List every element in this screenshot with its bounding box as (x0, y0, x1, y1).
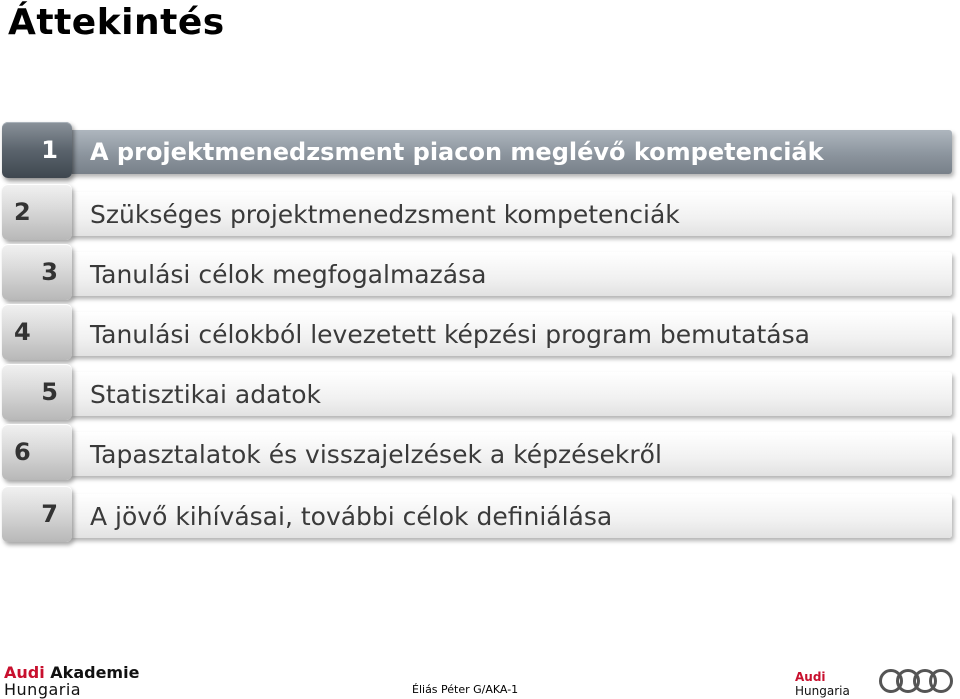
agenda-item-number: 2 (14, 198, 31, 226)
agenda-item-number: 4 (14, 318, 31, 346)
brand-audi: Audi (4, 663, 45, 682)
page-title: Áttekintés (8, 2, 225, 43)
audi-akademie-logo (4, 664, 139, 698)
audi-rings-icon (878, 668, 954, 694)
agenda-bar (70, 372, 952, 416)
agenda-item-5[interactable] (0, 362, 960, 422)
agenda-item-number: 5 (41, 378, 58, 406)
agenda-number-tab (2, 424, 72, 480)
right-brand-hungaria: Hungaria (795, 684, 850, 698)
agenda-item-number: 7 (41, 500, 58, 528)
agenda-bar (70, 130, 952, 174)
agenda-number-tab (2, 304, 72, 360)
agenda-item-label: Szükséges projektmenedzsment kompetenciák (90, 199, 680, 229)
agenda-bar (70, 192, 952, 236)
agenda-number-tab (2, 122, 72, 178)
agenda-bar (70, 432, 952, 476)
agenda-item-number: 3 (41, 258, 58, 286)
agenda-item-2[interactable] (0, 182, 960, 242)
agenda-number-tab (2, 244, 72, 300)
agenda-item-6[interactable] (0, 422, 960, 482)
brand-hungaria: Hungaria (4, 680, 82, 699)
agenda-item-label: A jövő kihívásai, további célok definiálása (90, 501, 613, 531)
audi-hungaria-logo (795, 670, 850, 698)
agenda-item-4[interactable] (0, 302, 960, 362)
agenda-bar (70, 312, 952, 356)
agenda-item-label: Tapasztalatok és visszajelzések a képzésekről (90, 439, 662, 469)
agenda-item-label: Tanulási célokból levezetett képzési program bemutatása (90, 319, 810, 349)
agenda-number-tab (2, 184, 72, 240)
agenda-bar (70, 494, 952, 538)
agenda-item-3[interactable] (0, 242, 960, 302)
agenda-item-1[interactable] (0, 120, 960, 180)
brand-akademie: Akademie (50, 663, 140, 682)
agenda-bar (70, 252, 952, 296)
agenda-item-7[interactable] (0, 484, 960, 544)
agenda-item-label: Statisztikai adatok (90, 379, 321, 409)
right-brand-audi: Audi (795, 670, 826, 684)
agenda-item-label: Tanulási célok megfogalmazása (90, 259, 487, 289)
agenda-item-number: 1 (41, 136, 58, 164)
footer-author: Éliás Péter G/AKA-1 (412, 683, 519, 696)
agenda-number-tab (2, 486, 72, 542)
agenda-item-number: 6 (14, 438, 31, 466)
agenda-item-label: A projektmenedzsment piacon meglévő kompetenciák (90, 138, 824, 166)
agenda-number-tab (2, 364, 72, 420)
